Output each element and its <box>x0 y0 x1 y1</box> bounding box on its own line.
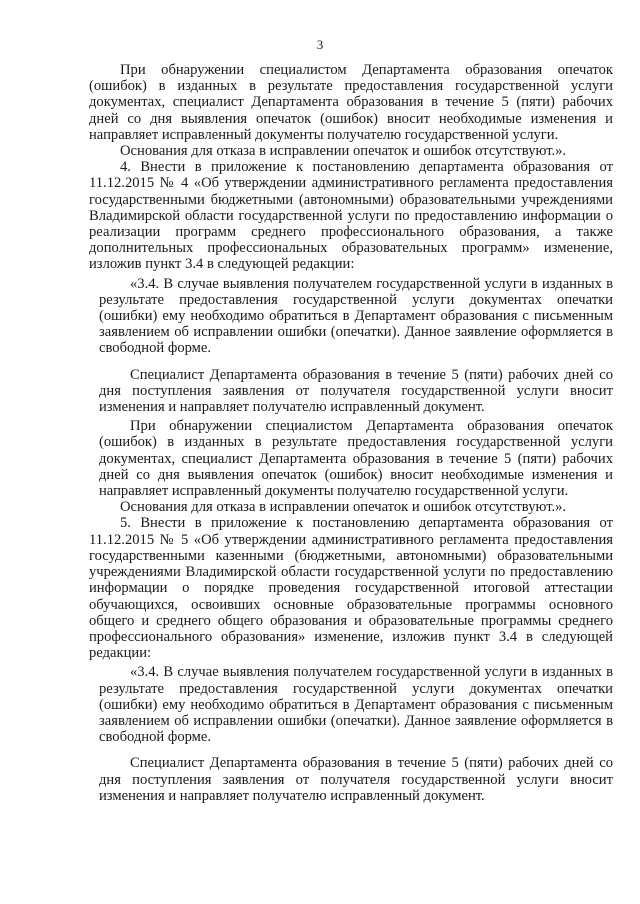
paragraph-correction-procedure-2: При обнаружении специалистом Департамента образования опечаток (ошибок) в изданных в результате предоставления государственной услуги документах, специалист Департамента образования в течение 5 (пяти) рабочих дней со дня выявления опечаток (ошибок) вносит необходимые изменения и направляет исправленный документы получателю государственной услуги. <box>99 418 613 500</box>
paragraph-item-5: 5. Внести в приложение к постановлению департамента образования от 11.12.2015 № 5 «Об утверждении административного регламента предоставления государственными казенными (бюджетными, автономными) образовательными учреждениями Владимирской области государственной услуги по предоставлению информации о порядке проведения государственной итоговой аттестации обучающихся, освоивших основные образовательные программы основного общего и среднего общего образования и образовательные программы среднего профессионального образования» изменение, изложив пункт 3.4 в следующей редакции: <box>89 515 613 662</box>
paragraph-specialist-deadline-2: Специалист Департамента образования в течение 5 (пяти) рабочих дней со дня поступления заявления от получателя государственной услуги вносит изменения и направляет получателю исправленный документ. <box>99 755 613 804</box>
paragraph-refusal-grounds-1: Основания для отказа в исправлении опечаток и ошибок отсутствуют.». <box>120 143 567 160</box>
paragraph-item-4: 4. Внести в приложение к постановлению департамента образования от 11.12.2015 № 4 «Об утверждении административного регламента предоставления государственными бюджетными (автономными) образовательными учреждениями Владимирской области государственной услуги по предоставлению информации о реализации программ среднего профессионального образования, а также дополнительных профессиональных образовательных программ» изменение, изложив пункт 3.4 в следующей редакции: <box>89 159 613 273</box>
paragraph-refusal-grounds-2: Основания для отказа в исправлении опечаток и ошибок отсутствуют.». <box>120 499 567 516</box>
paragraph-correction-procedure-1: При обнаружении специалистом Департамента образования опечаток (ошибок) в изданных в результате предоставления государственной услуги документах, специалист Департамента образования в течение 5 (пяти) рабочих дней со дня выявления опечаток (ошибок) вносит необходимые изменения и направляет исправленный документы получателю государственной услуги. <box>89 62 613 143</box>
paragraph-clause-3-4-second: «3.4. В случае выявления получателем государственной услуги в изданных в результате предоставления государственной услуги документах опечатки (ошибки) ему необходимо обратиться в Департамент образования с письменным заявлением об исправлении ошибки (опечатки). Данное заявление оформляется в свободной форме. <box>99 664 613 746</box>
paragraph-clause-3-4-first: «3.4. В случае выявления получателем государственной услуги в изданных в результате предоставления государственной услуги документах опечатки (ошибки) ему необходимо обратиться в Департамент образования с письменным заявлением об исправлении ошибки (опечатки). Данное заявление оформляется в свободной форме. <box>99 275 613 357</box>
paragraph-specialist-deadline-1: Специалист Департамента образования в течение 5 (пяти) рабочих дней со дня поступления заявления от получателя государственной услуги вносит изменения и направляет получателю исправленный документ. <box>99 366 613 416</box>
page-number: 3 <box>316 37 324 52</box>
document-body <box>89 62 613 804</box>
